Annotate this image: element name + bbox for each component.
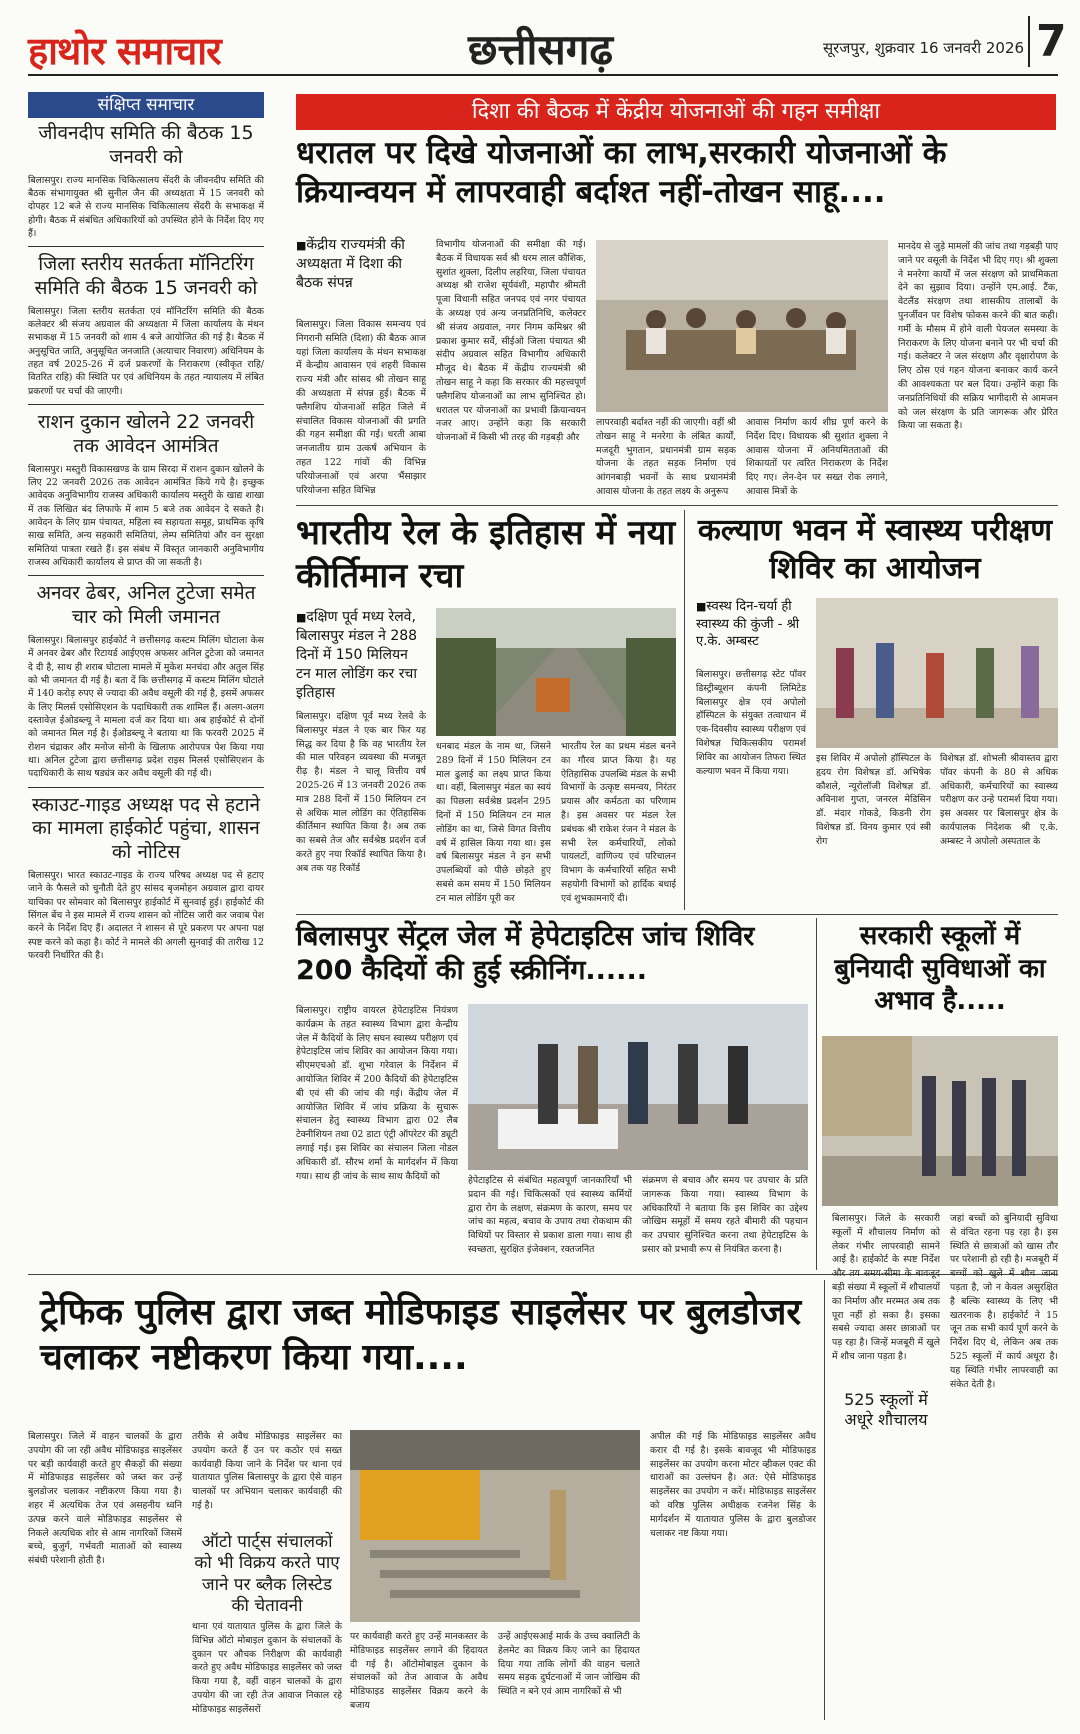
train-photo [436, 608, 676, 736]
meeting-photo [596, 240, 888, 412]
story1-column-2: विभागीय योजनाओं की समीक्षा की गई। बैठक में विधायक सर्व श्री धरम लाल कौशिक, सुशांत शुक्ला, दिलीप लहरिया, जिला पंचायत अध्यक्ष श्री राजेश सूर्यवंशी, महापौर श्रीमती पूजा विधानी सहित जनपद एवं नगर पंचायत के अध्यक्ष एवं अन्य जनप्रतिनिधि, कलेक्टर श्री संजय अग्रवाल, नगर निगम कमिश्नर श्री प्रकाश कुमार सर्वे, सीईओ जिला पंचायत श्री संदीप अग्रवाल सहित विभागीय अधिकारी मौजूद थे। बैठक में केंद्रीय राज्यमंत्री श्री तोखन साहू ने कहा कि सरकार की महत्त्वपूर्ण फ्लैगशिप योजनाओं का लाभ सुनिश्चित हो। धरातल पर योजनाओं का प्रभावी क्रियान्वयन नजर आए। उन्होंने कहा कि सरकारी योजनाओं में किसी भी तरह की गड़बड़ी और [436, 239, 586, 444]
story6-column-1: बिलासपुर। जिले में वाहन चालकों के द्वारा उपयोग की जा रही अवैध मोडिफाइड साइलेंसर पर बड़ी कार्यवाही करते हुए सैकड़ों की संख्या में मोडिफाइड साइलेंसर को जब्त कर उन्हें बुलडोजर चलाकर नष्टीकरण किया गया है। शहर में अत्यधिक तेज एवं असहनीय ध्वनि उत्पन्न करने वाले मोडिफाइड साइलेंसर से निकले अत्यधिक शोर से आम नागरिकों जिसमें बच्चे, बुजुर्ग, गर्भवती माताओं को स्वास्थ्य संबंधी परेशानी होती है। [28, 1431, 182, 1567]
school-photo-graphic [822, 1036, 1058, 1206]
story3-column-3: विशेषज्ञ डॉ. शोभली श्रीवास्तव द्वारा पॉवर कंपनी के 80 से अधिक अधिकारी, कर्मचारियों का स्वास्थ्य परीक्षण कर उन्हे परामर्श दिया गया। इस अवसर पर बिलासपुर क्षेत्र के कार्यपालक निदेशक श्री ए.के. अम्बस्ट ने अपोलो अस्पताल के [940, 753, 1058, 847]
divider [28, 404, 264, 405]
divider [28, 575, 264, 576]
brief-headline: राशन दुकान खोलने 22 जनवरी तक आवेदन आमंत्रित [37, 411, 255, 457]
brief-item [28, 582, 264, 780]
story2-headline: भारतीय रेल के इतिहास में नया कीर्तिमान रचा [296, 513, 676, 596]
page-number: 7 [1028, 16, 1067, 67]
story5-subbox: 525 स्कूलों में अधूरे शौचालय [844, 1390, 928, 1429]
story1-headline: धरातल पर दिखे योजनाओं का लाभ,सरकारी योजनाओं के क्रियान्वयन में लापरवाही बर्दाश्त नहीं-तोखन साहू.... [296, 135, 947, 210]
story2-subhead: ■ दक्षिण पूर्व मध्य रेलवे, बिलासपुर मंडल ने 288 दिनों में 150 मिलियन टन माल लोडिंग कर रचा इतिहास [296, 608, 426, 702]
story6-column-5: उन्हें आईएसआई मार्क के उच्च क्वालिटी के हेलमेट का विक्रय किए जाने का हिदायत दिया गया ताकि लोगों की वाहन चलाते समय सड़क दुर्घटनाओं में जान जोखिम की स्थिति न बने एवं आम नागरिकों से भी [498, 1631, 640, 1698]
brief-item [28, 253, 264, 398]
school-photo [822, 1036, 1058, 1206]
story6-column-4: पर कार्यवाही करते हुए उन्हें मानकस्तर के मोडिफाइड साइलेंसर लगाने की हिदायत दी गई है। ऑटोमोबाइल दुकान के संचालकों को तेज आवाज के अवैध मोडिफाइड साइलेंसर विक्रय करने के बजाय [350, 1631, 488, 1711]
story3-headline: कल्याण भवन में स्वास्थ्य परीक्षण शिविर का आयोजन [697, 513, 1053, 586]
brief-body: बिलासपुर। जिला स्तरीय सतर्कता एवं मॉनिटरिंग समिति की बैठक कलेक्टर श्री संजय अग्रवाल की अध्यक्षता में जिला कार्यालय के मंथन सभाकक्ष में 15 जनवरी को शाम 4 बजे आयोजित की गई है। बैठक में अनुसूचित जाति, अनुसूचित जनजाति (अत्याचार निवारण) अधिनियम के तहत वर्ष 2025-26 में दर्ज प्रकरणों के निराकरण (स्वीकृत राहि/वितरित राहि) की स्थिति पर एवं अधिनियम के तहत न्यायालय में लंबित प्रकरणों पर चर्चा की जाएगी। [28, 305, 264, 397]
story6-column-6: अपील की गई कि मोडिफाइड साइलेंसर अवैध करार दी गई है। इसके बावजूद भी मोडिफाइड साइलेंसर का उपयोग करना मोटर व्हीकल एक्ट की धाराओं का उल्लंघन है। अत: ऐसे मोडिफाइड साइलेंसर का उपयोग न करें। मोडिफाइड साइलेंसर को वरिष्ठ पुलिस अधीक्षक रजनेश सिंह के मार्गदर्शन में यातायात पुलिस के द्वारा बुलडोजर चलाकर नष्ट किया गया। [650, 1431, 816, 1539]
story6-subbox: ऑटो पार्ट्स संचालकों को भी विक्रय करते पाए जाने पर ब्लैक लिस्टेड की चेतावनी [194, 1532, 340, 1616]
section-title: छत्तीसगढ़ [468, 25, 614, 74]
story6-headline: ट्रेफिक पुलिस द्वारा जब्त मोडिफाइड साइलेंसर पर बुलडोजर चलाकर नष्टीकरण किया गया.... [40, 1292, 802, 1378]
story5-column-2: जहां बच्चों को बुनियादी सुविधा से वंचित रहना पड़ रहा है। इस स्थिति से छात्राओं को खास तौर पर परेशानी हो रही है। मजबूरी में बच्चों को खुले में शौच जाना पड़ता है, जो न केवल असुरक्षित है बल्कि स्वास्थ्य के लिए भी खतरनाक है। हाईकोर्ट ने 15 जून तक सभी कार्य पूर्ण करने के निर्देश दिए थे, लेकिन अब तक 525 स्कूलों में कार्य अधूरा है। यह स्थिति गंभीर लापरवाही का संकेत देती है। [950, 1213, 1058, 1390]
divider [28, 246, 264, 247]
story1-column-1: बिलासपुर। जिला विकास समन्वय एवं निगरानी समिति (दिशा) की बैठक आज यहां जिला कार्यालय के मंथन सभाकक्ष में केन्द्रीय आवासन एवं शहरी विकास राज्य मंत्री और सांसद श्री तोखन साहू की अध्यक्षता में संपन्न हुई। बैठक में फ्लैगशिप योजनाओं सहित जिले में संचालित विकास योजनाओं की प्रगति की गहन समीक्षा की गई। धरती आबा जनजातीय ग्राम उत्कर्ष अभियान के तहत 122 गांवों की विभिन्न परियोजनाओं एवं अरपा भैंसाझार परियोजना सहित विभिन्न [296, 319, 426, 496]
brief-body: बिलासपुर। मस्तुरी विकासखण्ड के ग्राम सिरदा में राशन दुकान खोलने के लिए 22 जनवरी 2026 तक आवेदन आमंत्रित किये गये है। इच्छुक आवेदक अनुविभागीय राजस्व अधिकारी कार्यालय मस्तुरी के खाद्य शाखा में तक लिखित बंद लिफाफे में शाम 5 बजे तक आवेदन दे सकते है। आवेदन के लिए ग्राम पंचायत, महिला स्व सहायता समूह, प्राथमिक कृषि साख समिति, अन्य सहकारी समितियां, लेम्प समितियां और वन सुरक्षा समितियां पात्रता रखते हैं। इस संबंध में विस्तृत जानकारी अनुविभागीय राजस्व अधिकारी कार्यालय से प्राप्त की जा सकती है। [28, 463, 264, 569]
brief-headline: जिला स्तरीय सतर्कता मॉनिटरिंग समिति की बैठक 15 जनवरी को [34, 253, 258, 299]
jail-camp-photo [468, 1004, 808, 1170]
story4-headline: बिलासपुर सेंट्रल जेल में हेपेटाइटिस जांच शिविर 200 कैदियों की हुई स्क्रीनिंग...... [296, 921, 755, 986]
story1-column-4: आवास निर्माण कार्य शीघ्र पूर्ण करने के निर्देश दिए। विधायक श्री सुशांत शुक्ला ने आवास योजना में अनियमितताओं की शिकायतों पर त्वरित निराकरण के निर्देश दिए गए। लेन-देन पर सख्त रोक लगाने, आवास मित्रों के [746, 417, 888, 497]
divider [824, 1280, 825, 1720]
divider [28, 787, 264, 788]
story4-column-3: संक्रमण से बचाव और समय पर उपचार के प्रति जागरूक किया गया। स्वास्थ्य विभाग के अधिकारियों ने बताया कि इस शिविर का उद्देश्य जोखिम समूहों में समय रहते बीमारी की पहचान कर उपचार सुनिश्चित करना तथा हेपेटाइटिस के प्रसार को प्रभावी रूप से नियंत्रित करना है। [642, 1175, 808, 1255]
brief-headline: अनवर ढेबर, अनिल टुटेजा समेत चार को मिली जमानत [36, 582, 256, 629]
divider [684, 510, 685, 910]
divider [296, 505, 1058, 506]
story4-column-1: बिलासपुर। राष्ट्रीय वायरल हेपेटाइटिस नियंत्रण कार्यक्रम के तहत स्वास्थ्य विभाग द्वारा केन्द्रीय जेल में कैदियों के लिए सघन स्वास्थ्य परीक्षण एवं हेपेटाइटिस जांच शिविर का आयोजन किया गया। सीएमएचओ डॉ. शुभा गरेवाल के निर्देशन में आयोजित शिविर में 200 कैदियों की हेपेटाइटिस बी एवं सी की जांच की गई। केंद्रीय जेल में आयोजित शिविर में जांच प्रक्रिया के सुचारू संचालन हेतु स्वास्थ्य विभाग द्वारा 02 लैब टेक्नीशियन तथा 02 डाटा एंट्री ऑपरेटर की ड्यूटी लगाई गई। इस शिविर का संचालन जिला नोडल अधिकारी डॉ. सौरभ शर्मा के मार्गदर्शन में किया गया। साथ ही जांच के साथ साथ कैदियों को [296, 1005, 458, 1182]
story1-subhead: ■ केंद्रीय राज्यमंत्री की अध्यक्षता में दिशा की बैठक संपन्न [296, 236, 426, 293]
divider [816, 918, 817, 1270]
story2-column-3: भारतीय रेल का प्रथम मंडल बनने का गौरव प्राप्त किया है। यह ऐतिहासिक उपलब्धि मंडल के सभी विभागों के उत्कृष्ट समन्वय, निरंतर प्रयास और कर्मठता का परिणाम है। इस अवसर पर मंडल रेल प्रबंधक श्री राकेश रंजन ने मंडल के सभी रेल कर्मचारियों, लोको पायलटों, वाणिज्य एवं परिचालन विभाग के कर्मचारियों सहित सभी सहयोगी विभागों को हार्दिक बधाई एवं शुभकामनाएँ दी। [561, 741, 676, 904]
brief-headline: स्काउट-गाइड अध्यक्ष पद से हटाने का मामला हाईकोर्ट पहुंचा, शासन को नोटिस [31, 793, 261, 864]
story2-column-2: धनबाद मंडल के नाम था, जिसने 289 दिनों में 150 मिलियन टन माल ढुलाई का लक्ष्य प्राप्त किया था। वहीं, बिलासपुर मंडल का स्वयं का पिछला सर्वश्रेष्ठ प्रदर्शन 295 दिनों में 150 मिलियन टन माल लोडिंग का था, जिसे विगत वित्तीय वर्ष में हासिल किया गया था। इस वर्ष बिलासपुर मंडल ने इन सभी उपलब्धियों को पीछे छोड़ते हुए सबसे कम समय में 150 मिलियन टन माल लोडिंग पूरी कर [436, 741, 551, 904]
story1-column-3: लापरवाही बर्दाश्त नहीं की जाएगी। वहीं श्री तोखन साहू ने मनरेगा के लंबित कार्यों, मजदूरी भुगतान, प्रधानमंत्री ग्राम सड़क योजना के तहत सड़क निर्माण एवं आंगनबाड़ी भवनों के साथ प्रधानमंत्री आवास योजना के तहत लक्ष्य के अनुरूप [596, 417, 736, 497]
newspaper-logo: हाथोर समाचार [28, 29, 221, 73]
brief-item [28, 794, 264, 963]
meeting-photo-graphic [596, 240, 888, 412]
story2-column-1: बिलासपुर। दक्षिण पूर्व मध्य रेलवे के बिलासपुर मंडल ने एक बार फिर यह सिद्ध कर दिया है कि वह भारतीय रेल की माल परिवहन व्यवस्था की मजबूत रीढ़ है। मंडल ने चालू वित्तीय वर्ष 2025-26 में 13 जनवरी 2026 तक मात्र 288 दिनों में 150 मिलियन टन से अधिक माल लोडिंग का ऐतिहासिक कीर्तिमान स्थापित किया है। अब तक का सबसे तेज और सर्वश्रेष्ठ प्रदर्शन दर्ज करते हुए नया रिकॉर्ड स्थापित किया है। अब तक यह रिकॉर्ड [296, 711, 426, 874]
dateline: सूरजपुर, शुक्रवार 16 जनवरी 2026 [823, 39, 1025, 57]
brief-item [28, 122, 264, 240]
brief-headline: जीवनदीप समिति की बैठक 15 जनवरी को [38, 122, 254, 168]
brief-body: बिलासपुर। राज्य मानसिक चिकित्सालय सेंदरी के जीवनदीप समिति की बैठक संभागायुक्त श्री सुनील जैन की अध्यक्षता में 15 जनवरी को दोपहर 12 बजे से राज्य मानसिक चिकित्सालय सेंदरी के सभाकक्ष में होगी। बैठक में संबंधित अधिकारियों को उपस्थित होने के निर्देश दिए गए हैं। [28, 174, 264, 239]
briefs-column [28, 92, 264, 1270]
story5-headline: सरकारी स्कूलों में बुनियादी सुविधाओं का अभाव है..... [834, 921, 1046, 1016]
story4-column-2: हेपेटाइटिस से संबंधित महत्वपूर्ण जानकारियाँ भी प्रदान की गई। चिकित्सकों एवं स्वास्थ्य कर्मियों द्वारा रोग के लक्षण, संक्रमण के कारण, समय पर जांच का महत्व, बचाव के उपाय तथा रोकथाम की विधियों पर विस्तार से प्रकाश डाला गया। साथ ही स्वच्छता, सुरक्षित इंजेक्शन, रक्तजनित [468, 1175, 632, 1255]
divider [296, 914, 1058, 915]
brief-body: बिलासपुर। बिलासपुर हाईकोर्ट ने छत्तीसगढ़ कस्टम मिलिंग घोटाला केस में अनवर ढेबर और रिटायर्ड आईएएस अफसर अनिल टुटेजा को जमानत दे दी है, साथ ही शराब घोटाला मामले में मुकेश मनचंदा और अतुल सिंह को भी जमानत दी गई है। बता दें कि छत्तीसगढ़ में कस्टम मिलिंग घोटाले में 140 करोड़ रुपए से ज्यादा की अवैध वसूली की गई है, इसमें अफसर के लिए मिलर्स एसोसिएशन के पदाधिकारी तक शामिल हैं। अलग-अलग दस्तावेज़ ईओडब्ल्यू ने मामला दर्ज कर दिया था। अब हाईकोर्ट से दोनों को जमानत मिल गई है। ईओडब्ल्यू ने बताया था कि फरवरी 2025 में रोशन चंद्राकर और मनोज सोनी के खिलाफ आरोपपत्र पेश किया गया था। अनिल टुटेजा द्वारा छत्तीसगढ़ प्रदेश राइस मिलर्स एसोसिएशन के पदाधिकारी के साथ षड्यंत्र कर अवैध वसूली की गई थी। [28, 634, 264, 780]
silencer-photo [350, 1430, 640, 1622]
story3-column-2: इस शिविर में अपोलो हॉस्पिटल के हृदय रोग विशेषज्ञ डॉ. अभिषेक कौशले, न्यूरोलॉजी विशेषज्ञ डॉ. अविनाश गुप्ता, जनरल मेडिसिन डॉ. मंदार गोकडे, किडनी रोग विशेषज्ञ डॉ. विनय कुमार एवं स्त्री रोग [816, 753, 931, 847]
masthead [28, 16, 1067, 76]
brief-body: बिलासपुर। भारत स्काउट-गाइड के राज्य परिषद अध्यक्ष पद से हटाए जाने के फैसले को चुनौती देते हुए सांसद बृजमोहन अग्रवाल द्वारा दायर याचिका पर सोमवार को बिलासपुर हाईकोर्ट में सुनवाई हुई। हाईकोर्ट की सिंगल बेंच ने इस मामले में राज्य शासन को नोटिस जारी कर जवाब पेश करने के निर्देश दिए हैं। अदालत ने शासन से पूरे प्रकरण पर अपना पक्ष स्पष्ट करने को कहा है। कोर्ट ने मामले की अगली सुनवाई की तारीख 12 फरवरी निर्धारित की है। [28, 869, 264, 961]
story1-kicker: दिशा की बैठक में केंद्रीय योजनाओं की गहन समीक्षा [296, 94, 1056, 130]
story6-column-3: थाना एवं यातायात पुलिस के द्वारा जिले के विभिन्न ऑटो मोबाइल दुकान के संचालकों के दुकान पर औचक निरीक्षण की कार्यवाही करते हुए अवैध मोडिफाइड साइलेंसर को जब्त किया गया है, वहीं वाहन चालकों के द्वारा उपयोग की जा रही तेज आवाज निकाल रहे मोडिफाइड साइलेंसरों [192, 1621, 342, 1715]
story3-tagline: ■ स्वस्थ दिन-चर्या ही स्वास्थ्य की कुंजी - श्री ए.के. अम्बस्ट [696, 598, 806, 651]
health-camp-photo-graphic [816, 598, 1058, 748]
briefs-label: संक्षिप्त समाचार [28, 92, 264, 118]
health-camp-photo [816, 598, 1058, 748]
story5-column-1: बिलासपुर। जिले के सरकारी स्कूलों में शौचालय निर्माण को लेकर गंभीर लापरवाही सामने आई है। हाईकोर्ट के स्पष्ट निर्देश और तय समय-सीमा के बावजूद बड़ी संख्या में स्कूलों में शौचालयों का निर्माण और मरम्मत अब तक पूरा नहीं हो सका है। इसका सबसे ज्यादा असर छात्राओं पर पड़ रहा है। जिन्हें मजबूरी में खुले में शौच जाना पड़ता है। [832, 1213, 940, 1362]
brief-item [28, 411, 264, 569]
silencer-photo-graphic [350, 1430, 640, 1622]
train-photo-graphic [436, 608, 676, 736]
story3-column-1: बिलासपुर। छत्तीसगढ़ स्टेट पॉवर डिस्ट्रीब्यूशन कंपनी लिमिटेड बिलासपुर क्षेत्र एवं अपोलो हॉस्पिटल के संयुक्त तत्वाधान में एक-दिवसीय स्वास्थ्य परीक्षण एवं विशेषज्ञ चिकित्सकीय परामर्श शिविर का आयोजन तिफरा स्थित कल्याण भवन में किया गया। [696, 669, 806, 777]
story6-column-2: तरीके से अवैध मोडिफाइड साइलेंसर का उपयोग करते हैं उन पर कठोर एवं सख्त कार्यवाही किया जाने के निर्देश पर थाना एवं यातायात पुलिस बिलासपुर के द्वारा ऐसे वाहन चालकों पर अभियान चलाकर कार्यवाही की गई है। [192, 1431, 342, 1511]
jail-camp-photo-graphic [468, 1004, 808, 1170]
story1-column-5: मानदेय से जुड़े मामलों की जांच तथा गड़बड़ी पाए जाने पर वसूली के निर्देश भी दिए गए। श्री शुक्ला ने मनरेगा कार्यों में जल संरक्षण को प्राथमिकता देने का सुझाव दिया। उन्होंने एम.आई. टैंक, वेटलैंड संरक्षण तथा शासकीय तालाबों के पुनर्जीवन पर विशेष फोकस करने की बात कही। गर्मी के मौसम में होने वाली पेयजल समस्या के निराकरण के लिए योजना बनाने पर भी चर्चा की गई। कलेक्टर ने जल संरक्षण और वृक्षारोपण के लिए ठोस एवं गहन योजना बनाकर कार्य करने की आवश्यकता पर बल दिया। उन्होंने कहा कि जनप्रतिनिधियों की सक्रिय भागीदारी से आमजन को जल संरक्षण के प्रति जागरूक और प्रेरित किया जा सकता है। [898, 241, 1058, 432]
